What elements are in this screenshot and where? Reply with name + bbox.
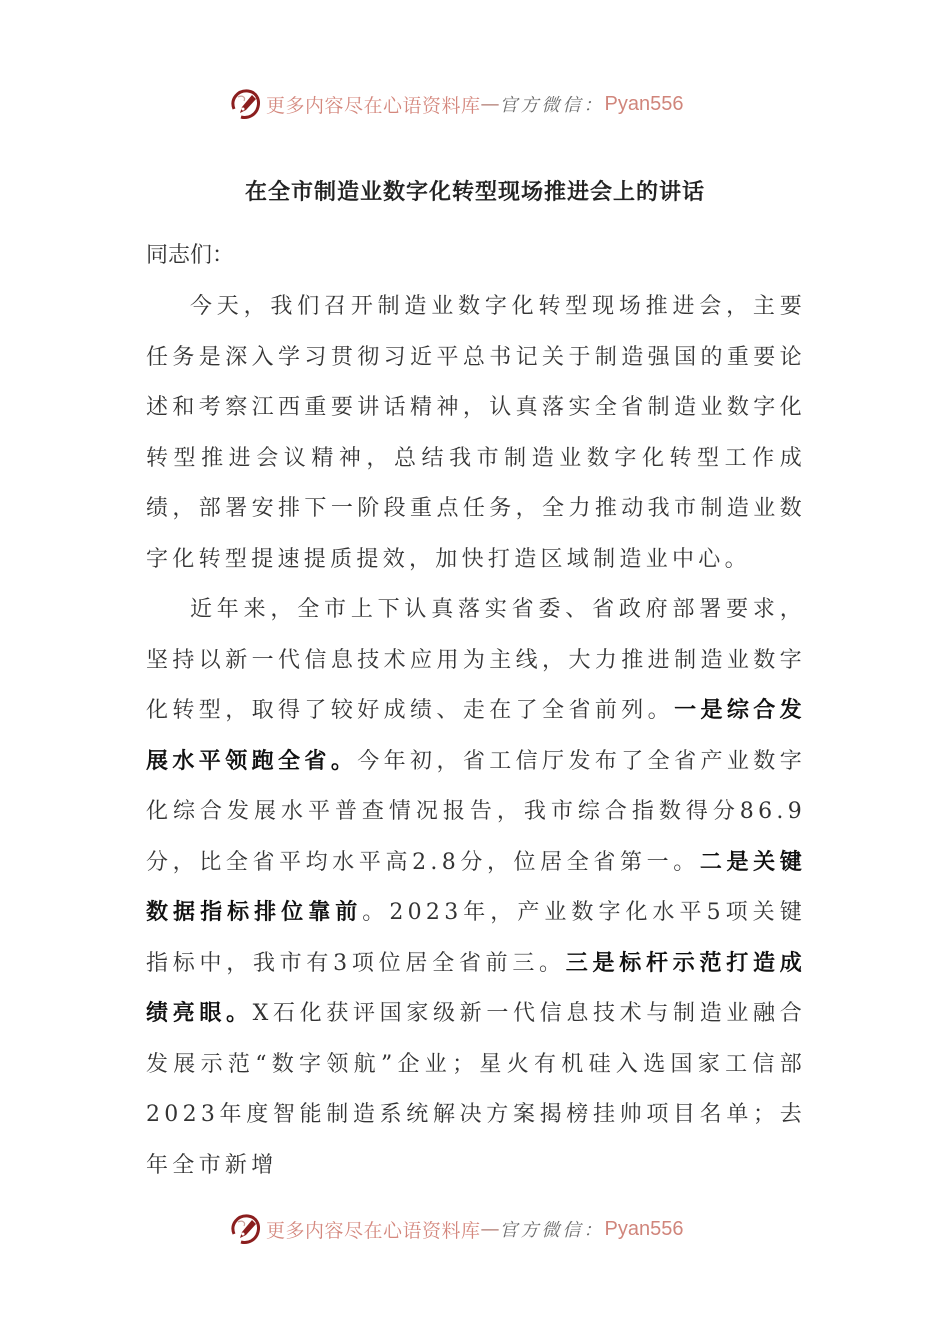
banner-site-text: 更多内容尽在心语资料库 (266, 94, 481, 117)
header-banner (228, 82, 728, 126)
banner-site-text: 更多内容尽在心语资料库 (266, 1219, 481, 1242)
paragraph-text: X石化获评国家级新一代信息技术与制造业融合发展示范“数字领航”企业；星火有机硅入选国家工信部2023年度智能制造系统解决方案揭榜挂帅项目名单；去年全市新增 (146, 1001, 806, 1178)
paragraph-1 (146, 282, 806, 585)
paragraph-text: 。2023年，产业数字化水平5项关键指标中，我市有3项位居全省前三。 (146, 900, 806, 976)
document-body (146, 282, 806, 1191)
banner-separator: — (480, 93, 500, 115)
banner-separator: — (480, 1218, 500, 1240)
banner-wechat-id: Pyan556 (604, 92, 684, 115)
banner-wechat-id: Pyan556 (604, 1217, 684, 1240)
paragraph-text: 近年来，全市上下认真落实省委、省政府部署要求，坚持以新一代信息技术应用为主线，大力推进制造业数字化转型，取得了较好成绩、走在了全省前列。 (146, 597, 806, 723)
bold-highlight: 三是标杆示范打造成绩亮眼。 (146, 950, 806, 1026)
bold-highlight: 二是关键数据指标排位靠前 (146, 849, 806, 925)
quill-pen-logo-icon (228, 87, 262, 121)
footer-banner (228, 1207, 728, 1251)
paragraph-text: 今年初，省工信厅发布了全省产业数字化综合发展水平普查情况报告，我市综合指数得分86.9分，比全省平均水平高2.8分，位居全省第一。 (146, 748, 806, 875)
paragraph-2 (146, 585, 806, 1191)
quill-pen-logo-icon (228, 1212, 262, 1246)
banner-wechat-label: 官方微信： (499, 95, 605, 116)
salutation: 同志们： (146, 243, 235, 268)
banner-wechat-label: 官方微信： (499, 1220, 605, 1241)
bold-highlight: 一是综合发展水平领跑全省。 (146, 698, 806, 774)
document-title: 在全市制造业数字化转型现场推进会上的讲话 (244, 180, 705, 205)
paragraph-text: 今天，我们召开制造业数字化转型现场推进会，主要任务是深入学习贯彻习近平总书记关于制造强国的重要论述和考察江西重要讲话精神，认真落实全省制造业数字化转型推进会议精神，总结我市制造业数字化转型工作成绩，部署安排下一阶段重点任务，全力推动我市制造业数字化转型提速提质提效，加快打造区域制造业中心。 (146, 294, 806, 572)
